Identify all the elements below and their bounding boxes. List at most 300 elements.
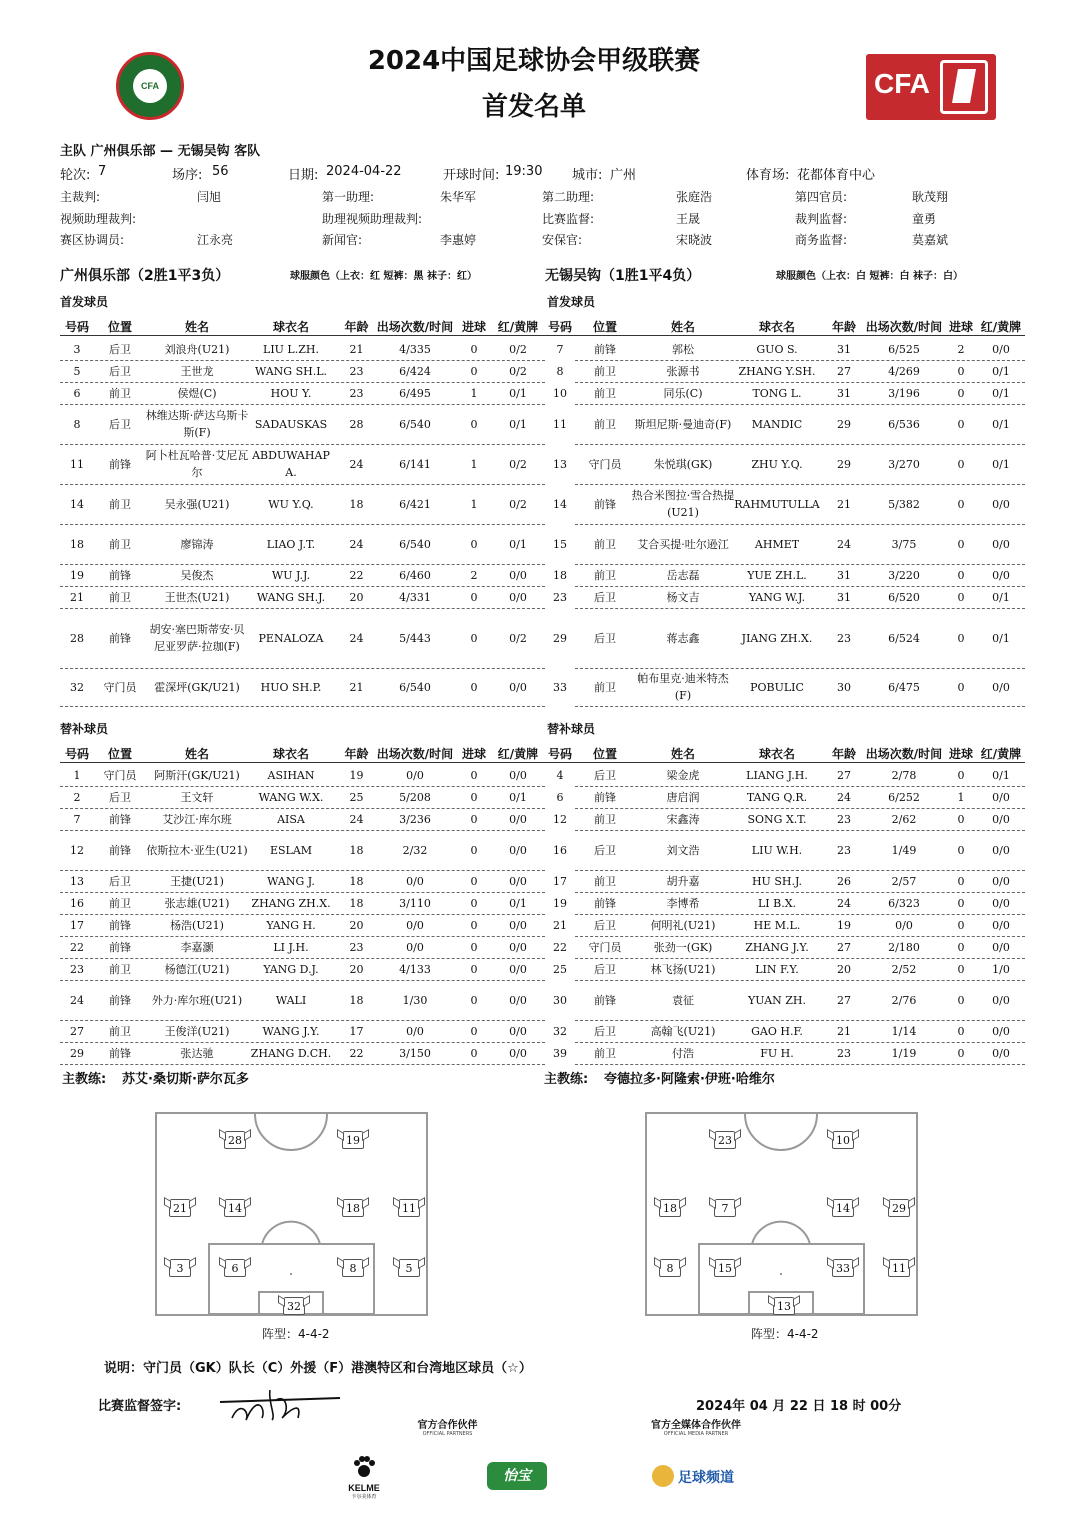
away-cell: POBULIC — [750, 680, 804, 694]
away-cell: 24 — [837, 537, 851, 551]
away-cell: TONG L. — [752, 386, 802, 400]
away-subs-cell: 前卫 — [594, 1046, 616, 1060]
home-col-header: 年龄 — [344, 320, 369, 334]
home-formation-pitch — [155, 1112, 428, 1316]
home-cell: 19 — [70, 568, 84, 582]
home-cell: 21 — [349, 342, 364, 356]
away-subs-cell: 1/14 — [891, 1024, 917, 1038]
away-subs-cell: 27 — [837, 993, 851, 1007]
cfa-emblem-text: CFA — [133, 69, 167, 103]
away-cell: 0 — [957, 497, 965, 511]
home-subs-player-row — [60, 786, 545, 809]
away-subs-cell: 后卫 — [594, 962, 616, 976]
home-cell: 吴俊杰 — [180, 568, 214, 582]
pitch-lines — [157, 1114, 426, 1314]
home-cell: 1 — [470, 386, 478, 400]
away-cell: 3/196 — [888, 386, 920, 400]
away-cell: 5/382 — [888, 497, 920, 511]
away-subs-cell: 付浩 — [672, 1046, 694, 1060]
away-cell: 张源书 — [666, 364, 700, 378]
home-cell: ABDUWAHAP A. — [252, 449, 330, 479]
away-subs-cell: 4 — [556, 768, 564, 782]
away-cell: 3/270 — [888, 457, 920, 471]
home-cell: 6/141 — [399, 457, 431, 471]
away-subs-player-row — [556, 764, 1025, 787]
home-subs-cell: 0/0 — [509, 874, 527, 888]
away-subs-cell: LIN F.Y. — [755, 962, 799, 976]
away-subs-cell: 1/49 — [891, 843, 917, 857]
city-label: 城市: — [572, 168, 603, 183]
away-subs-cell: HE M.L. — [753, 918, 801, 932]
paw-icon — [352, 1455, 376, 1479]
home-subs-cell: 杨德江(U21) — [164, 962, 230, 976]
away-subs-cell: 后卫 — [594, 918, 616, 932]
away-subs-cell: 2/62 — [891, 812, 917, 826]
away-cell: ZHU Y.Q. — [751, 457, 803, 471]
home-subs-cell: 12 — [70, 843, 84, 857]
home-cell: 6/424 — [399, 364, 431, 378]
page-subtitle: 首发名单 — [481, 92, 586, 122]
away-subs-cell: 前卫 — [594, 812, 616, 826]
official-label: 赛区协调员: — [60, 233, 125, 247]
home-subs-cell: 0/0 — [406, 768, 424, 782]
away-subs-col-header: 出场次数/时间 — [865, 747, 943, 761]
away-subs-player-row — [553, 936, 1025, 959]
away-subs-cell: 张劲一(GK) — [653, 940, 713, 954]
home-cell: 20 — [349, 590, 364, 604]
away-cell: 15 — [553, 537, 567, 551]
home-cell: 0/2 — [509, 342, 527, 356]
away-cell: 守门员 — [588, 457, 622, 471]
channel-text: 足球频道 — [678, 1470, 734, 1486]
away-cell: 0 — [957, 364, 965, 378]
home-subs-player-row — [60, 1042, 545, 1065]
away-cell: 6/475 — [888, 680, 920, 694]
home-subs-cell: 19 — [349, 768, 364, 782]
away-cell: 斯坦尼斯·曼迪奇(F) — [634, 417, 732, 431]
away-subs-cell: 0 — [957, 768, 965, 782]
away-subs-header-rule — [545, 762, 1025, 763]
away-cell: 0/1 — [992, 417, 1010, 431]
kickoff-value: 19:30 — [505, 164, 543, 179]
away-cell: 后卫 — [594, 631, 616, 645]
away-subs-cell: 0 — [957, 812, 965, 826]
home-cell: 0/1 — [509, 417, 527, 431]
partners-en: OFFICIAL PARTNERS — [422, 1431, 473, 1437]
away-header-rule — [545, 335, 1025, 336]
home-cell: 22 — [349, 568, 364, 582]
official-name: 张庭浩 — [676, 190, 713, 204]
away-col-header: 出场次数/时间 — [865, 320, 943, 334]
away-cell: 艾合买提·吐尔逊江 — [637, 537, 729, 551]
home-subs-label: 替补球员 — [60, 722, 109, 736]
player-jersey-icon: 13 — [773, 1297, 795, 1315]
home-cell: 后卫 — [109, 364, 131, 378]
away-col-header: 位置 — [592, 320, 617, 334]
away-subs-cell: 6 — [556, 790, 564, 804]
away-subs-cell: ZHANG J.Y. — [745, 940, 809, 954]
home-subs-cell: YANG D.J. — [263, 962, 319, 976]
home-cell: 王世龙 — [180, 364, 214, 378]
home-subs-cell: 王俊洋(U21) — [164, 1024, 230, 1038]
away-cell: 6/524 — [888, 631, 920, 645]
away-subs-cell: LI B.X. — [757, 896, 797, 910]
home-cell: 2 — [470, 568, 478, 582]
home-subs-player-row — [60, 764, 545, 787]
away-subs-cell: 袁征 — [672, 993, 694, 1007]
away-subs-cell: 27 — [837, 940, 851, 954]
away-cell: 3/220 — [888, 568, 920, 582]
home-subs-player-row — [60, 958, 545, 981]
official-label: 安保官: — [542, 233, 583, 247]
cfa-logo — [866, 54, 996, 120]
away-subs-cell: 0/0 — [992, 843, 1010, 857]
player-jersey-icon: 8 — [342, 1259, 364, 1277]
away-player-row — [556, 360, 1025, 383]
home-cell: 18 — [349, 497, 364, 511]
away-cell: 0 — [957, 590, 965, 604]
official-label: 新闻官: — [322, 233, 363, 247]
away-subs-cell: 0 — [957, 918, 965, 932]
away-subs-cell: 25 — [553, 962, 567, 976]
away-subs-cell: 32 — [553, 1024, 567, 1038]
home-subs-cell: 阿斯汗(GK/U21) — [154, 768, 240, 782]
away-cell: 30 — [837, 680, 851, 694]
away-cell: 0 — [957, 457, 965, 471]
home-cell: WANG SH.J. — [256, 590, 326, 604]
home-cell: 后卫 — [109, 342, 131, 356]
home-cell: 0 — [470, 342, 478, 356]
home-subs-cell: 张志雄(U21) — [164, 896, 230, 910]
date-label: 日期: — [288, 168, 319, 183]
home-cell: 24 — [349, 537, 364, 551]
home-cell: SADAUSKAS — [254, 417, 328, 431]
away-cell: 郭松 — [672, 342, 694, 356]
away-cell: 岳志磊 — [666, 568, 700, 582]
official-label: 第一助理: — [322, 190, 375, 204]
home-subs-cell: 23 — [349, 940, 364, 954]
away-cell: 14 — [553, 497, 567, 511]
away-subs-cell: 胡升嘉 — [666, 874, 700, 888]
home-subs-player-row — [60, 936, 545, 959]
home-cell: 刘浪舟(U21) — [164, 342, 230, 356]
away-subs-cell: 梁金虎 — [666, 768, 700, 782]
away-subs-cell: 何明礼(U21) — [650, 918, 716, 932]
away-cell: 0 — [957, 537, 965, 551]
away-cell: 23 — [553, 590, 567, 604]
away-cell: 前卫 — [594, 537, 616, 551]
player-jersey-icon: 10 — [832, 1131, 854, 1149]
home-subs-cell: 0 — [470, 993, 478, 1007]
home-subs-cell: 22 — [349, 1046, 364, 1060]
away-subs-cell: 2/180 — [888, 940, 920, 954]
home-cell: 0/2 — [509, 631, 527, 645]
away-subs-cell: 0/0 — [992, 918, 1010, 932]
player-jersey-icon: 21 — [169, 1199, 191, 1217]
away-subs-cell: 0/0 — [992, 874, 1010, 888]
venue-value: 花都体育中心 — [797, 168, 876, 183]
away-cell: 前卫 — [594, 417, 616, 431]
player-jersey-icon: 11 — [398, 1199, 420, 1217]
home-player-row — [60, 524, 545, 565]
home-subs-cell: 前卫 — [109, 962, 131, 976]
home-subs-cell: LI J.H. — [273, 940, 309, 954]
away-cell: 蒋志鑫 — [666, 631, 700, 645]
away-player-row — [553, 484, 1025, 525]
away-subs-cell: 前锋 — [594, 790, 616, 804]
home-subs-cell: 0 — [470, 812, 478, 826]
home-subs-cell: 3/236 — [399, 812, 431, 826]
official-name: 江永亮 — [197, 233, 234, 247]
home-subs-cell: 29 — [70, 1046, 84, 1060]
home-subs-player-row — [60, 1020, 545, 1043]
signature-datetime: 2024年 04 月 22 日 18 时 00分 — [696, 1399, 902, 1414]
home-subs-cell: 18 — [349, 874, 364, 888]
away-subs-cell: 后卫 — [594, 768, 616, 782]
home-subs-cell: 艾沙江·库尔班 — [162, 812, 232, 826]
away-cell: ZHANG Y.SH. — [738, 364, 816, 378]
away-subs-cell: YUAN ZH. — [748, 993, 806, 1007]
channel-icon — [652, 1465, 674, 1487]
away-cell: 10 — [553, 386, 567, 400]
away-cell: GUO S. — [756, 342, 798, 356]
player-jersey-icon: 29 — [888, 1199, 910, 1217]
away-subs-player-row — [553, 958, 1025, 981]
home-coach-label: 主教练: — [62, 1072, 107, 1087]
home-subs-cell: 0/0 — [509, 768, 527, 782]
away-cell: 热合米图拉·雪合热提(U21) — [631, 489, 735, 519]
home-subs-cell: 0/0 — [406, 940, 424, 954]
cfa-flag-icon — [940, 60, 988, 114]
home-cell: 0/2 — [509, 457, 527, 471]
home-subs-cell: 守门员 — [103, 768, 137, 782]
official-label: 视频助理裁判: — [60, 212, 137, 226]
away-subs-cell: 前卫 — [594, 874, 616, 888]
away-subs-cell: 2/76 — [891, 993, 917, 1007]
partners-label — [405, 1416, 490, 1437]
home-cell: HUO SH.P. — [260, 680, 322, 694]
home-subs-col-header: 号码 — [64, 747, 89, 761]
away-subs-cell: 26 — [837, 874, 851, 888]
media-partners-label — [640, 1416, 752, 1437]
away-subs-cell: 0/0 — [992, 790, 1010, 804]
home-subs-cell: 18 — [349, 896, 364, 910]
home-subs-cell: 1/30 — [402, 993, 428, 1007]
away-cell: 前锋 — [594, 497, 616, 511]
home-subs-cell: 0/0 — [406, 874, 424, 888]
away-player-row — [553, 524, 1025, 565]
home-subs-col-header: 进球 — [461, 747, 486, 761]
home-subs-cell: 17 — [70, 918, 84, 932]
official-label: 第二助理: — [542, 190, 595, 204]
home-coach-name: 苏艾·桑切斯·萨尔瓦多 — [122, 1072, 249, 1087]
player-jersey-icon: 32 — [283, 1297, 305, 1315]
home-cell: HOU Y. — [270, 386, 312, 400]
away-cell: 0 — [957, 417, 965, 431]
home-subs-cell: 0/0 — [509, 812, 527, 826]
home-col-header: 球衣名 — [272, 320, 309, 334]
home-subs-cell: 0/0 — [509, 962, 527, 976]
away-subs-cell: 2/57 — [891, 874, 917, 888]
partners-cn: 官方合作伙伴 — [417, 1420, 478, 1431]
home-cell: 霍深坪(GK/U21) — [154, 680, 240, 694]
away-col-header: 姓名 — [670, 320, 695, 334]
home-header-rule — [60, 335, 545, 336]
away-player-row — [553, 382, 1025, 405]
home-cell: 5 — [73, 364, 81, 378]
away-subs-cell: 宋鑫涛 — [666, 812, 700, 826]
away-subs-cell: 23 — [837, 843, 851, 857]
away-subs-cell: 0 — [957, 896, 965, 910]
home-subs-cell: 3/150 — [399, 1046, 431, 1060]
home-subs-cell: 0/0 — [406, 1024, 424, 1038]
player-jersey-icon: 28 — [224, 1131, 246, 1149]
away-cell: 6/520 — [888, 590, 920, 604]
away-cell: 0/1 — [992, 364, 1010, 378]
away-subs-cell: 0/0 — [895, 918, 913, 932]
home-cell: 6/460 — [399, 568, 431, 582]
away-subs-cell: TANG Q.R. — [746, 790, 808, 804]
home-subs-cell: 0 — [470, 940, 478, 954]
away-subs-player-row — [553, 870, 1025, 893]
away-subs-cell: 后卫 — [594, 843, 616, 857]
away-cell: 31 — [837, 342, 851, 356]
home-cell: 王世杰(U21) — [164, 590, 230, 604]
home-subs-cell: 0/0 — [509, 993, 527, 1007]
home-player-row — [60, 404, 545, 445]
home-cell: 前锋 — [109, 568, 131, 582]
official-name: 李惠婷 — [440, 233, 477, 247]
player-jersey-icon: 6 — [224, 1259, 246, 1277]
home-cell: WU J.J. — [271, 568, 311, 582]
player-jersey-icon: 15 — [714, 1259, 736, 1277]
away-player-row — [553, 404, 1025, 445]
home-cell: 0 — [470, 364, 478, 378]
away-cell: 4/269 — [888, 364, 920, 378]
away-cell: 7 — [556, 342, 564, 356]
home-cell: 4/331 — [399, 590, 431, 604]
away-col-header: 年龄 — [831, 320, 856, 334]
away-subs-cell: 24 — [837, 790, 851, 804]
away-player-row — [553, 444, 1025, 485]
away-subs-cell: 0/0 — [992, 1046, 1010, 1060]
away-cell: 6/525 — [888, 342, 920, 356]
home-subs-cell: ESLAM — [269, 843, 313, 857]
away-subs-cell: 39 — [553, 1046, 567, 1060]
away-col-header: 球衣名 — [758, 320, 795, 334]
away-coach-label: 主教练: — [544, 1072, 589, 1087]
away-col-header: 号码 — [547, 320, 572, 334]
away-subs-cell: 6/323 — [888, 896, 920, 910]
home-subs-cell: 3/110 — [399, 896, 431, 910]
away-cell: 朱悦琪(GK) — [653, 457, 713, 471]
official-label: 主裁判: — [60, 190, 101, 204]
away-subs-cell: 0 — [957, 993, 965, 1007]
home-subs-cell: 后卫 — [109, 874, 131, 888]
player-jersey-icon: 33 — [832, 1259, 854, 1277]
away-subs-cell: 0 — [957, 940, 965, 954]
home-cell: 0 — [470, 590, 478, 604]
home-subs-col-header: 姓名 — [184, 747, 209, 761]
home-subs-cell: 27 — [70, 1024, 84, 1038]
away-subs-cell: 1/0 — [992, 962, 1010, 976]
home-player-row — [60, 564, 545, 587]
home-subs-cell: 20 — [349, 962, 364, 976]
home-subs-cell: 王捷(U21) — [170, 874, 224, 888]
away-cell: 0/0 — [992, 568, 1010, 582]
home-subs-col-header: 红/黄牌 — [497, 747, 539, 761]
away-cell: 2 — [957, 342, 965, 356]
away-subs-cell: SONG X.T. — [747, 812, 807, 826]
away-subs-col-header: 年龄 — [831, 747, 856, 761]
away-cell: JIANG ZH.X. — [741, 631, 813, 645]
away-cell: 0 — [957, 680, 965, 694]
home-subs-cell: 22 — [70, 940, 84, 954]
home-col-header: 出场次数/时间 — [376, 320, 454, 334]
home-subs-cell: 0/0 — [509, 1024, 527, 1038]
away-subs-cell: 24 — [837, 896, 851, 910]
home-subs-cell: 20 — [349, 918, 364, 932]
home-subs-cell: 李嘉灏 — [180, 940, 214, 954]
home-subs-cell: 17 — [349, 1024, 364, 1038]
away-player-row — [553, 668, 1025, 707]
home-subs-cell: WANG J.Y. — [262, 1024, 320, 1038]
home-player-row — [60, 586, 545, 609]
away-subs-col-header: 进球 — [948, 747, 973, 761]
home-subs-cell: 前锋 — [109, 812, 131, 826]
away-subs-cell: 前锋 — [594, 993, 616, 1007]
away-formation: 阵型：4-4-2 — [751, 1327, 819, 1341]
away-subs-cell: 22 — [553, 940, 567, 954]
away-subs-cell: 0/0 — [992, 993, 1010, 1007]
home-cell: 守门员 — [103, 680, 137, 694]
home-kit-colors: 球服颜色（上衣：红 短裤：黑 袜子：红） — [290, 271, 477, 282]
away-cell: 31 — [837, 590, 851, 604]
away-subs-cell: 0 — [957, 1024, 965, 1038]
home-cell: 前锋 — [109, 457, 131, 471]
player-jersey-icon: 14 — [224, 1199, 246, 1217]
home-subs-cell: WALI — [275, 993, 307, 1007]
home-subs-cell: 0/1 — [509, 790, 527, 804]
home-subs-col-header: 年龄 — [344, 747, 369, 761]
home-cell: 6/540 — [399, 417, 431, 431]
home-cell: 24 — [349, 631, 364, 645]
home-subs-cell: 0/0 — [509, 843, 527, 857]
away-subs-cell: 19 — [553, 896, 567, 910]
official-name: 童勇 — [912, 212, 937, 226]
away-cell: MANDIC — [751, 417, 803, 431]
home-subs-player-row — [60, 914, 545, 937]
away-subs-player-row — [553, 892, 1025, 915]
away-cell: 前卫 — [594, 568, 616, 582]
away-subs-col-header: 号码 — [547, 747, 572, 761]
home-subs-player-row — [60, 980, 545, 1021]
away-subs-cell: 守门员 — [588, 940, 622, 954]
away-subs-player-row — [553, 1042, 1025, 1065]
away-subs-cell: 0/1 — [992, 768, 1010, 782]
player-jersey-icon: 18 — [342, 1199, 364, 1217]
away-cell: YANG W.J. — [748, 590, 806, 604]
home-cell: 8 — [73, 417, 81, 431]
away-cell: AHMET — [754, 537, 800, 551]
away-cell: 帕布里克·迪米特杰(F) — [637, 672, 729, 702]
player-jersey-icon: 18 — [659, 1199, 681, 1217]
away-team-name: 无锡吴钩（1胜1平4负） — [545, 268, 701, 284]
round-value: 7 — [98, 164, 107, 179]
home-subs-cell: ZHANG ZH.X. — [251, 896, 331, 910]
page-title: 2024中国足球协会甲级联赛 — [367, 46, 701, 76]
home-subs-cell: 0 — [470, 768, 478, 782]
